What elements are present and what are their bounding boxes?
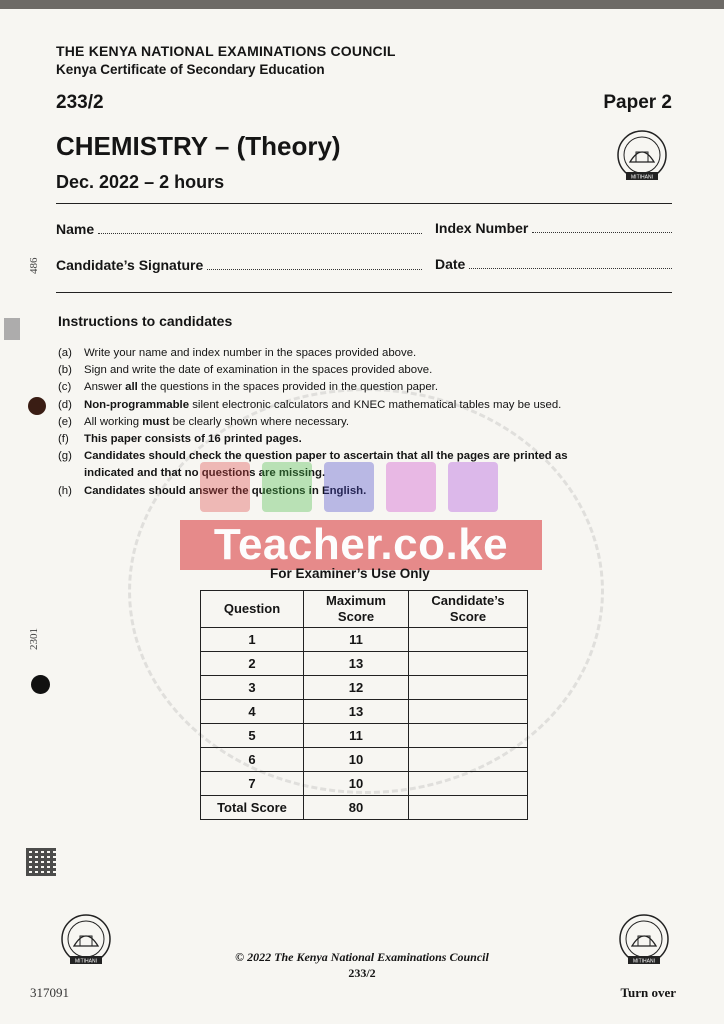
- table-row: [201, 724, 528, 748]
- instruction-text: [84, 414, 349, 431]
- instruction-label: (h): [58, 484, 72, 497]
- header-maximum-score: Maximum Score: [304, 591, 409, 628]
- question-cell: 3: [201, 676, 304, 700]
- scan-mark: [4, 318, 20, 340]
- instruction-item: [58, 431, 618, 448]
- instruction-label: (g): [58, 450, 72, 463]
- watermark-square: [200, 462, 250, 512]
- date-label: Date: [435, 256, 466, 272]
- instruction-text: [84, 379, 438, 396]
- instruction-text-plain: All working: [84, 415, 143, 428]
- max-score-cell: 12: [304, 676, 409, 700]
- instruction-item: [58, 362, 618, 379]
- fields-rule: [56, 292, 672, 293]
- question-cell: 6: [201, 748, 304, 772]
- question-cell: 7: [201, 772, 304, 796]
- instruction-text-plain: Answer: [84, 381, 126, 394]
- question-cell: 2: [201, 652, 304, 676]
- table-row: [201, 700, 528, 724]
- qr-code: [26, 848, 56, 876]
- table-row: [201, 652, 528, 676]
- instruction-text-bold: Candidates should check the question paper to ascertain that all the pages are printed as indicated and that no questions are missing.: [84, 450, 568, 480]
- instruction-text-plain: Write your name and index number in the spaces provided above.: [84, 347, 417, 359]
- table-row: [201, 748, 528, 772]
- header-candidate-score: Candidate’s Score: [409, 591, 528, 628]
- instruction-item: [58, 379, 618, 396]
- side-code-top: 486: [28, 257, 40, 274]
- index-label: Index Number: [435, 220, 529, 236]
- serial-number: 317091: [30, 985, 69, 1000]
- table-row: [201, 676, 528, 700]
- instruction-text: [84, 345, 416, 362]
- instruction-item: [58, 414, 618, 431]
- signature-dotted-line: [207, 258, 422, 270]
- instruction-label: (e): [58, 415, 72, 428]
- instruction-text: [84, 431, 302, 448]
- instruction-text-bold: all: [125, 381, 138, 394]
- footer-paper-code: 233/2: [348, 966, 376, 980]
- instruction-label: (b): [58, 364, 72, 377]
- knec-logo-bottom-right: [616, 912, 672, 968]
- candidate-score-cell[interactable]: [409, 772, 528, 796]
- candidate-score-cell[interactable]: [409, 628, 528, 652]
- index-field[interactable]: [435, 220, 672, 236]
- knec-logo-bottom-left: [58, 912, 114, 968]
- question-cell: 5: [201, 724, 304, 748]
- knec-logo: [614, 128, 670, 184]
- svg-text:MITIHANI: MITIHANI: [631, 174, 653, 181]
- instruction-label: (c): [58, 381, 72, 394]
- scan-top-edge: [0, 0, 724, 9]
- turn-over-label: Turn over: [620, 985, 676, 1000]
- punch-hole: [31, 675, 50, 694]
- svg-text:MITIHANI: MITIHANI: [75, 958, 97, 965]
- name-dotted-line: [98, 222, 422, 234]
- max-score-cell: 10: [304, 748, 409, 772]
- header-question: Question: [201, 591, 304, 628]
- name-label: Name: [56, 221, 95, 237]
- max-score-cell: 11: [304, 628, 409, 652]
- instruction-text: [84, 397, 561, 414]
- footer-copyright: © 2022 The Kenya National Examinations Council: [235, 950, 489, 964]
- instruction-text-bold: Candidates should answer the questions in English.: [84, 484, 367, 497]
- instruction-text-plain: silent electronic calculators and KNEC mathematical tables may be used.: [189, 398, 562, 411]
- candidate-score-cell[interactable]: [409, 748, 528, 772]
- date-field[interactable]: [435, 256, 672, 272]
- instruction-text: [84, 362, 432, 379]
- index-dotted-line: [532, 221, 672, 233]
- instruction-text-plain: the questions in the spaces provided in the question paper.: [137, 381, 438, 394]
- max-score-cell: 13: [304, 652, 409, 676]
- candidate-score-cell[interactable]: [409, 724, 528, 748]
- examiner-caption: For Examiner’s Use Only: [270, 566, 430, 581]
- question-cell: 1: [201, 628, 304, 652]
- instruction-text-bold: Non-programmable: [84, 398, 190, 411]
- certificate-name: Kenya Certificate of Secondary Education: [56, 62, 325, 77]
- side-code-middle: 2301: [28, 628, 40, 650]
- max-score-cell: 10: [304, 772, 409, 796]
- teacher-watermark: Teacher.co.ke: [180, 520, 542, 570]
- name-field[interactable]: [56, 221, 422, 237]
- instructions-title: Instructions to candidates: [58, 313, 233, 329]
- candidate-score-cell[interactable]: [409, 700, 528, 724]
- signature-label: Candidate’s Signature: [56, 257, 204, 273]
- instruction-label: (a): [58, 347, 72, 359]
- table-header-row: [201, 591, 528, 628]
- council-name: THE KENYA NATIONAL EXAMINATIONS COUNCIL: [56, 43, 396, 59]
- watermark-square: [262, 462, 312, 512]
- candidate-score-cell[interactable]: [409, 652, 528, 676]
- max-score-cell: 11: [304, 724, 409, 748]
- instruction-text-plain: Sign and write the date of examination in the spaces provided above.: [84, 364, 433, 377]
- instruction-label: (d): [58, 398, 72, 411]
- question-cell: 4: [201, 700, 304, 724]
- paper-code: 233/2: [56, 92, 104, 113]
- watermark-square: [324, 462, 374, 512]
- header-rule: [56, 203, 672, 204]
- instruction-label: (f): [58, 433, 69, 446]
- instruction-item: [58, 397, 618, 414]
- watermark-square: [386, 462, 436, 512]
- table-row: [201, 628, 528, 652]
- total-candidate-cell[interactable]: [409, 796, 528, 820]
- candidate-score-cell[interactable]: [409, 676, 528, 700]
- exam-session: Dec. 2022 – 2 hours: [56, 172, 225, 192]
- total-max-cell: 80: [304, 796, 409, 820]
- instruction-text-bold: must: [142, 415, 170, 428]
- svg-text:MITIHANI: MITIHANI: [633, 958, 655, 965]
- punch-hole: [28, 397, 46, 415]
- subject-title: CHEMISTRY – (Theory): [56, 131, 341, 161]
- total-row: [201, 796, 528, 820]
- instruction-text-bold: This paper consists of 16 printed pages.: [84, 433, 302, 446]
- instruction-item: [58, 345, 618, 362]
- date-dotted-line: [469, 257, 672, 269]
- instruction-text-plain: be clearly shown where necessary.: [169, 415, 350, 428]
- examiner-score-table: [200, 590, 528, 820]
- table-row: [201, 772, 528, 796]
- max-score-cell: 13: [304, 700, 409, 724]
- paper-label: Paper 2: [603, 92, 672, 113]
- signature-field[interactable]: [56, 257, 422, 273]
- watermark-square: [448, 462, 498, 512]
- total-label-cell: Total Score: [201, 796, 304, 820]
